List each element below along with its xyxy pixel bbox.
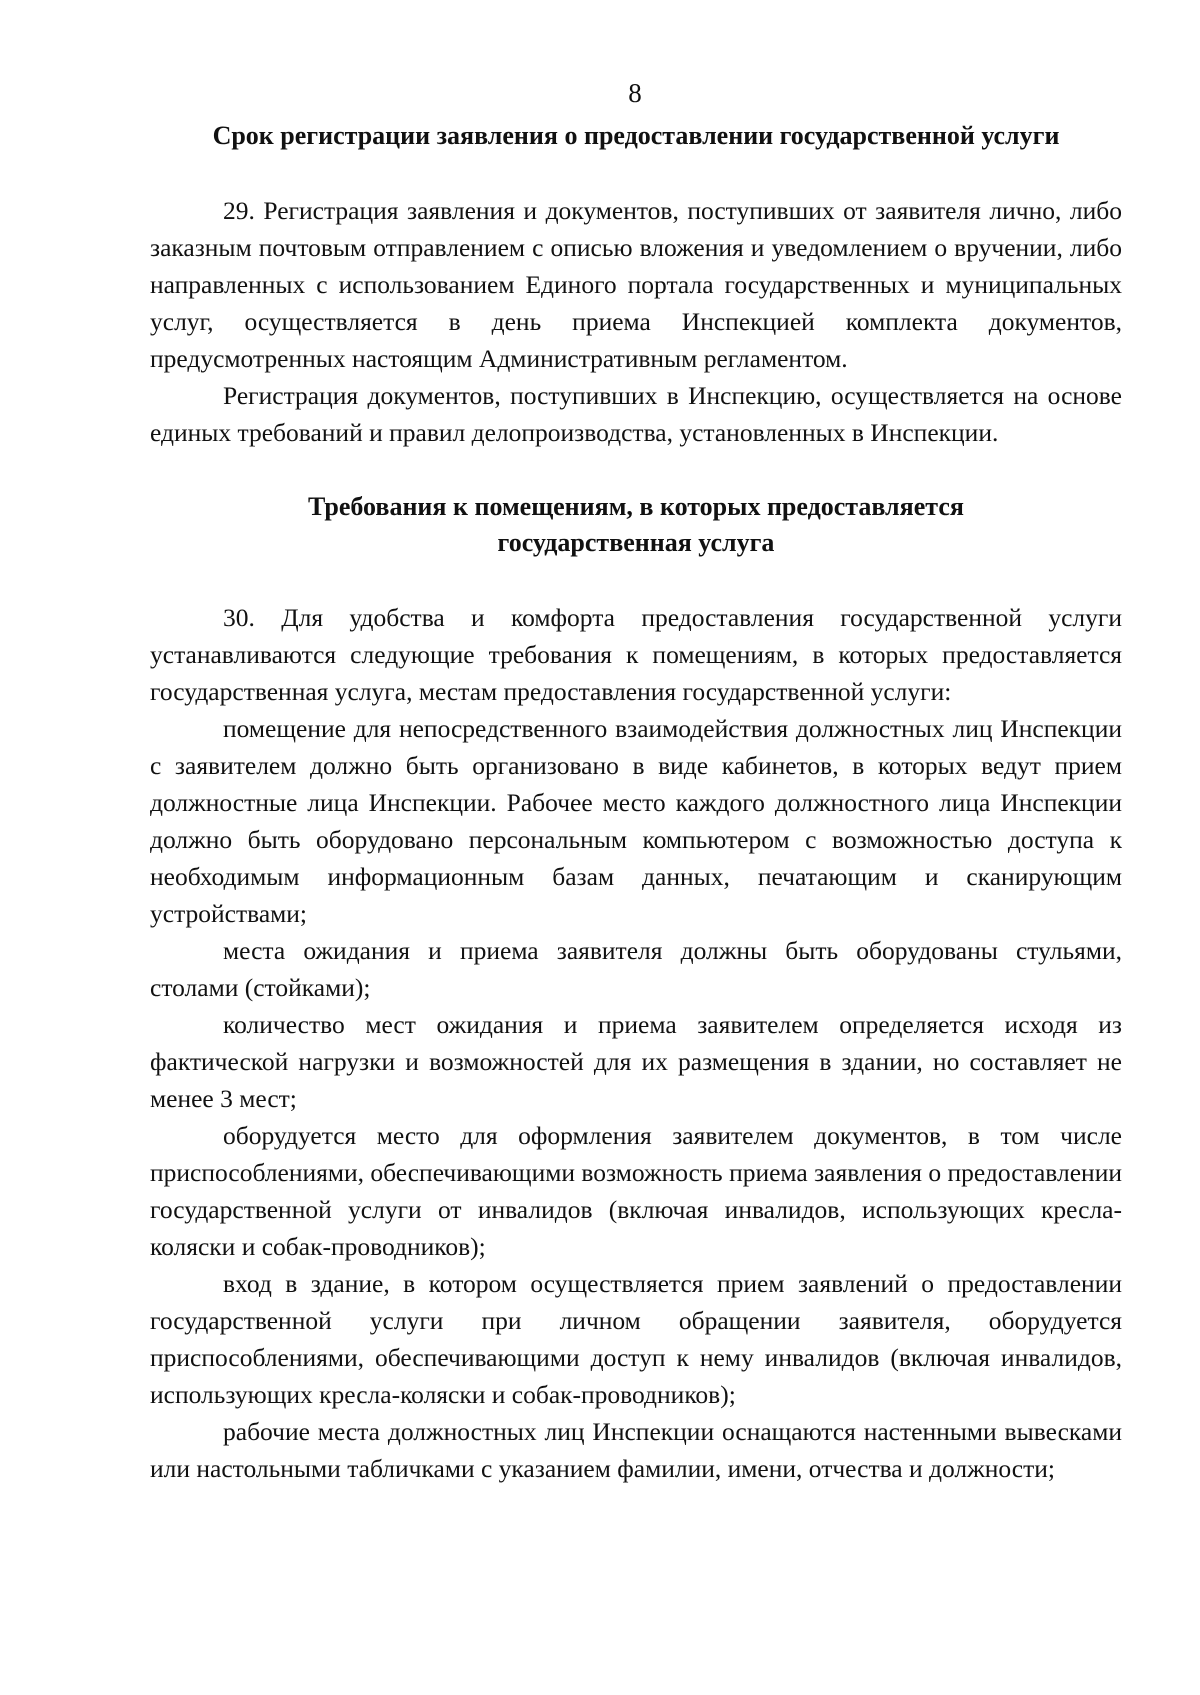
heading-line: Требования к помещениям, в которых предоставляется [308, 492, 964, 521]
paragraph-29: 29. Регистрация заявления и документов, поступивших от заявителя лично, либо заказным почтовым отправлением с описью вложения и уведомлением о вручении, либо направленных с использованием Единого портала государственных и муниципальных услуг, осуществляется в день приема Инспекцией комплекта документов, предусмотренных настоящим Административным регламентом. [150, 196, 1122, 373]
document-body [150, 118, 1122, 1487]
paragraph: Регистрация документов, поступивших в Инспекцию, осуществляется на основе единых требований и правил делопроизводства, установленных в Инспекции. [150, 381, 1122, 447]
section-heading-premises [150, 489, 1122, 561]
section-premises [150, 489, 1122, 1487]
paragraph: места ожидания и приема заявителя должны быть оборудованы стульями, столами (стойками); [150, 936, 1122, 1002]
section-heading-registration: Срок регистрации заявления о предоставлении государственной услуги [212, 121, 1060, 150]
paragraph: рабочие места должностных лиц Инспекции оснащаются настенными вывесками или настольными табличками с указанием фамилии, имени, отчества и должности; [150, 1417, 1122, 1483]
section-registration [150, 118, 1122, 451]
page-number: 8 [628, 78, 642, 108]
paragraph: помещение для непосредственного взаимодействия должностных лиц Инспекции с заявителем должно быть организовано в виде кабинетов, в которых ведут прием должностные лица Инспекции. Рабочее место каждого должностного лица Инспекции должно быть оборудовано персональным компьютером с возможностью доступа к необходимым информационным базам данных, печатающим и сканирующим устройствами; [150, 714, 1122, 928]
paragraph: вход в здание, в котором осуществляется прием заявлений о предоставлении государственной услуги при личном обращении заявителя, оборудуется приспособлениями, обеспечивающими доступ к нему инвалидов (включая инвалидов, использующих кресла-коляски и собак-проводников); [150, 1269, 1122, 1409]
heading-line: государственная услуга [497, 528, 775, 557]
paragraph: количество мест ожидания и приема заявителем определяется исходя из фактической нагрузки и возможностей для их размещения в здании, но составляет не менее 3 мест; [150, 1010, 1122, 1113]
paragraph-30: 30. Для удобства и комфорта предоставления государственной услуги устанавливаются следующие требования к помещениям, в которых предоставляется государственная услуга, местам предоставления государственной услуги: [150, 603, 1122, 706]
paragraph: оборудуется место для оформления заявителем документов, в том числе приспособлениями, обеспечивающими возможность приема заявления о предоставлении государственной услуги от инвалидов (включая инвалидов, использующих кресла-коляски и собак-проводников); [150, 1121, 1122, 1261]
